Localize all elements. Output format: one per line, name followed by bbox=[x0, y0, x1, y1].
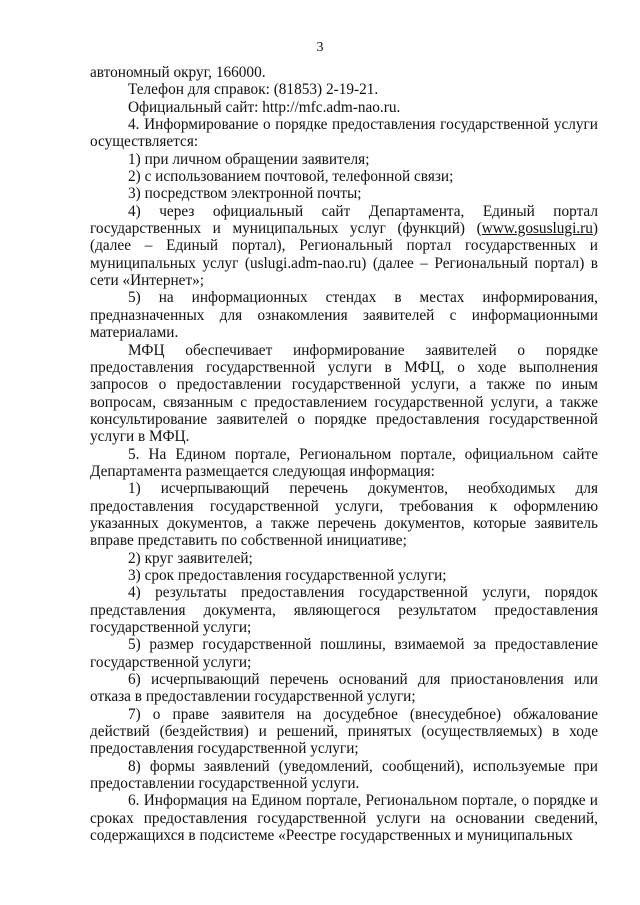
item-4-2: 2) с использованием почтовой, телефонной связи; bbox=[128, 168, 454, 186]
document-body bbox=[90, 64, 598, 844]
page-number: 3 bbox=[316, 40, 324, 55]
item-5-7: 7) о праве заявителя на досудебное (внесудебное) обжалование действий (бездействия) и решений, принятых (осуществляемых) в ходе предоставления государственной услуги; bbox=[90, 705, 598, 758]
item-4-4 bbox=[90, 203, 598, 290]
item-6-heading: 6. Информация на Едином портале, Региональном портале, о порядке и сроках предоставления государственной услуги на основании сведений, содержащихся в подсистеме «Реестре государственных и муниципальных bbox=[90, 792, 598, 845]
item-4-4-text-a: 4) через официальный сайт Департамента, Единый портал государственных и муниципальных услуг (функций) ( bbox=[90, 202, 598, 238]
gosuslugi-link[interactable]: www.gosuslugi.ru bbox=[481, 220, 593, 238]
item-4-1: 1) при личном обращении заявителя; bbox=[128, 150, 370, 168]
item-5-5: 5) размер государственной пошлины, взимаемой за предоставление государственной услуги; bbox=[90, 636, 598, 671]
item-5-6: 6) исчерпывающий перечень оснований для приостановления или отказа в предоставлении государственной услуги; bbox=[90, 671, 598, 706]
item-5-3: 3) срок предоставления государственной услуги; bbox=[128, 566, 447, 584]
address-line: автономный округ, 166000. bbox=[90, 64, 266, 81]
item-4-5: 5) на информационных стендах в местах информирования, предназначенных для ознакомления заявителей с информационными материалами. bbox=[90, 289, 598, 342]
item-5-4: 4) результаты предоставления государственной услуги, порядок представления документа, являющегося результатом предоставления государственной услуги; bbox=[90, 584, 598, 636]
item-5-8: 8) формы заявлений (уведомлений, сообщений), используемые при предоставлении государственной услуги. bbox=[90, 757, 598, 793]
phone-line: Телефон для справок: (81853) 2-19-21. bbox=[128, 81, 379, 99]
item-5-1: 1) исчерпывающий перечень документов, необходимых для предоставления государственной услуги, требования к оформлению указанных документов, а также перечень документов, которые заявитель вправе представить по собственной инициативе; bbox=[90, 480, 598, 550]
item-4-heading: 4. Информирование о порядке предоставления государственной услуги осуществляется: bbox=[90, 116, 598, 151]
item-5-heading: 5. На Едином портале, Региональном портале, официальном сайте Департамента размещается следующая информация: bbox=[90, 445, 598, 480]
mfc-paragraph: МФЦ обеспечивает информирование заявителей о порядке предоставления государственной услуги в МФЦ, о ходе выполнения запросов о предоставлении государственной услуги, а также по иным вопросам, связанным с предоставлением государственной услуги, а также консультирование заявителей о порядке предоставления государственной услуги в МФЦ. bbox=[90, 341, 598, 446]
item-5-2: 2) круг заявителей; bbox=[128, 549, 253, 567]
item-4-3: 3) посредством электронной почты; bbox=[128, 185, 362, 203]
item-4-4-text-b: ) (далее – Единый портал), Региональный портал государственных и муниципальных услуг (uslugi.adm-nao.ru) (далее – Региональный портал) в сети «Интернет»; bbox=[90, 220, 598, 290]
website-line: Официальный сайт: http://mfc.adm-nao.ru. bbox=[128, 98, 401, 116]
